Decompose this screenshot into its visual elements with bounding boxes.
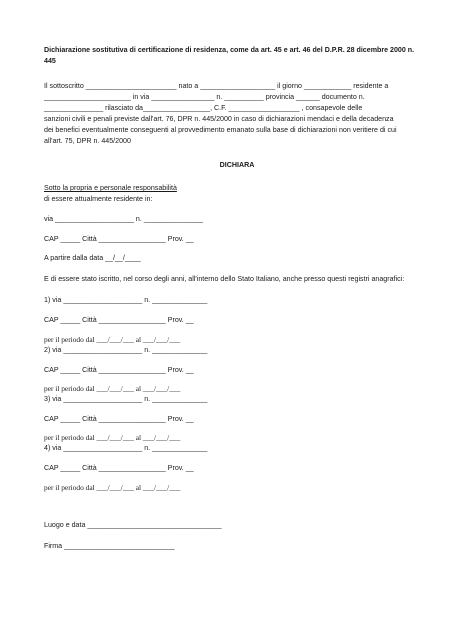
luogo-e-data-line: Luogo e data __________________________________ — [44, 521, 222, 529]
intro-line-1: Il sottoscritto _______________________ nato a ___________________ il giorno ____________ residente a — [44, 82, 389, 90]
document-title-line-1: Dichiarazione sostitutiva di certificazione di residenza, come da art. 45 e art. 46 del D.P.R. 28 dicembre 2000 n. — [44, 46, 415, 54]
entry-cap-line: CAP _____ Città _________________ Prov. __ — [44, 464, 194, 472]
firma-line: Firma ____________________________ — [44, 542, 175, 550]
entry-via-line: 1) via ____________________ n. ______________ — [44, 296, 208, 304]
section-title: Sotto la propria e personale responsabilità — [44, 184, 177, 192]
entry-period-line: per il periodo dal ___/___/___ al ___/___/___ — [44, 483, 181, 492]
current-cap-line: CAP _____ Città _________________ Prov. __ — [44, 235, 194, 243]
entry-via-line: 4) via ____________________ n. ______________ — [44, 444, 208, 452]
entry-period-line: per il periodo dal ___/___/___ al ___/___/___ — [44, 433, 181, 442]
entry-period-line: per il periodo dal ___/___/___ al ___/___/___ — [44, 335, 181, 344]
entry-period-line: per il periodo dal ___/___/___ al ___/___/___ — [44, 384, 181, 393]
entry-cap-line: CAP _____ Città _________________ Prov. __ — [44, 366, 194, 374]
entry-cap-line: CAP _____ Città _________________ Prov. __ — [44, 415, 194, 423]
current-start-date-line: A partire dalla data __/__/____ — [44, 254, 141, 262]
document-title-line-2: 445 — [44, 57, 56, 65]
entry-via-line: 3) via ____________________ n. ______________ — [44, 395, 208, 403]
current-via-line: via ____________________ n. _______________ — [44, 215, 203, 223]
history-intro: E di essere stato iscritto, nel corso degli anni, all'interno dello Stato Italiano, anche presso questi registri anagrafici: — [44, 275, 405, 283]
intro-line-6: all'art. 75, DPR n. 445/2000 — [44, 137, 131, 145]
section-subtitle: di essere attualmente residente in: — [44, 195, 153, 203]
intro-line-4: sanzioni civili e penali previste dall'art. 76, DPR n. 445/2000 in caso di dichiarazioni mendaci e della decadenza — [44, 115, 394, 123]
entry-cap-line: CAP _____ Città _________________ Prov. __ — [44, 316, 194, 324]
intro-line-5: dei benefici eventualmente conseguenti al provvedimento emanato sulla base di dichiarazioni non veritiere di cui — [44, 126, 397, 134]
intro-line-2: ______________________ in via ________________ n. __________ provincia ______ documento n. — [44, 93, 365, 101]
intro-line-3: _______________ rilasciato da_________________, C.F. __________________ , consapevole delle — [44, 104, 363, 112]
dichiara-heading: DICHIARA — [219, 161, 255, 169]
entry-via-line: 2) via ____________________ n. ______________ — [44, 346, 208, 354]
